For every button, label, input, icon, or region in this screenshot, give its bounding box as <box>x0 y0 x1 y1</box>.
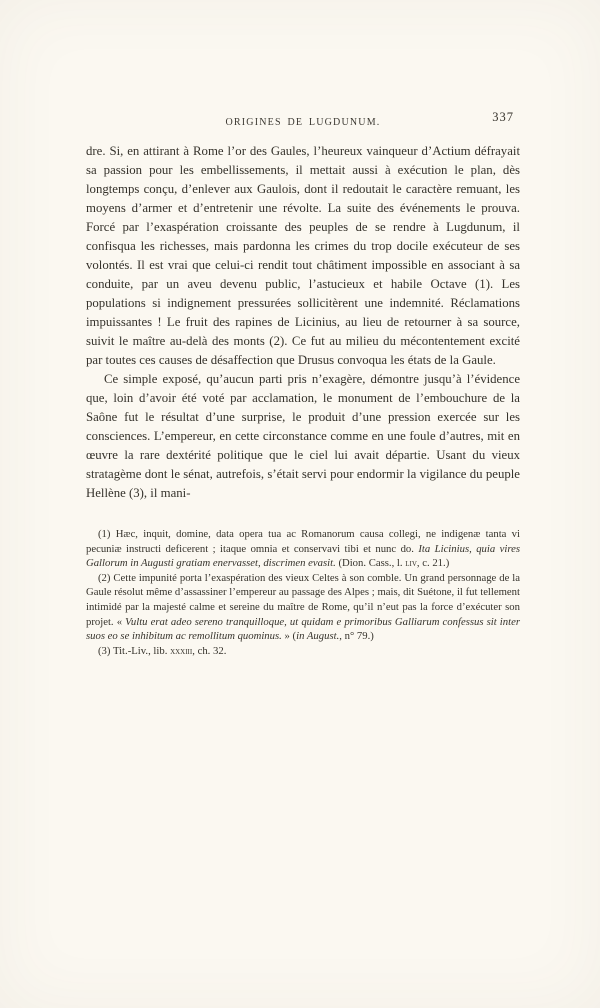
text-block <box>86 112 520 658</box>
running-title: ORIGINES DE LUGDUNUM. <box>225 117 381 128</box>
footnotes-section <box>86 527 520 658</box>
page-number: 337 <box>492 110 514 124</box>
footnote-2: (2) Cette impunité porta l’exaspération des vieux Celtes à son comble. Un grand personnage de la Gaule résolut même d’assassiner l’empereur au passage des Alpes ; mais, dit Suétone, il fut tellement intimidé par la majesté calme et sereine du maître de Rome, qu’il n’eut pas la force d’exécuter son projet. « Vultu erat adeo sereno tranquilloque, ut quidam e primoribus Galliarum confessus sit inter suos eo se inhibitum ac remollitum quominus. » (in August., n° 79.) <box>86 571 520 643</box>
paragraph-continuation: dre. Si, en attirant à Rome l’or des Gaules, l’heureux vainqueur d’Actium défrayait sa passion pour les embellissements, il mettait aussi à exécution le plan, dès longtemps conçu, d’enlever aux Gaulois, dont il redoutait le caractère remuant, les moyens d’armer et d’entretenir une révolte. La suite des événements le prouva. Forcé par l’exaspération croissante des peuples de se rendre à Lugdunum, il confisqua les richesses, mais pardonna les crimes du trop docile exécuteur de ses volontés. Il est vrai que celui-ci rendit tout châtiment impossible en associant à sa conduite, par un aveu devenu public, l’astucieux et habile Octave (1). Les populations si indignement pressurées sollicitèrent une indemnité. Réclamations impuissantes ! Le fruit des rapines de Licinius, au lieu de retourner à sa source, suivit le maître au-delà des monts (2). Ce fut au milieu du mécontentement excité par toutes ces causes de désaffection que Drusus convoqua les états de la Gaule. <box>86 144 520 367</box>
page-header <box>86 112 520 128</box>
footnote-1: (1) Hæc, inquit, domine, data opera tua ac Romanorum causa collegi, ne indigenæ tanta vi pecuniæ instructi deficerent ; itaque omnia et conservavi tibi et nunc do. Ita Licinius, quia vires Gallorum in Augusti gratiam enervasset, discrimen evasit. (Dion. Cass., l. liv, c. 21.) <box>86 528 520 570</box>
footnote-3: (3) Tit.-Liv., lib. xxxiii, ch. 32. <box>98 644 227 657</box>
body-text <box>86 142 520 503</box>
paragraph: Ce simple exposé, qu’aucun parti pris n’exagère, démontre jusqu’à l’évidence que, loin d’avoir été voté par acclamation, le monument de l’embouchure de la Saône fut le résultat d’une surprise, le produit d’une pression exercée sur les consciences. L’empereur, en cette circonstance comme en une foule d’autres, mit en œuvre la rare dextérité politique que le ciel lui avait départie. Usant du vieux stratagème dont le sénat, autrefois, s’était servi pour endormir la vigilance du peuple Hellène (3), il mani- <box>86 372 520 500</box>
